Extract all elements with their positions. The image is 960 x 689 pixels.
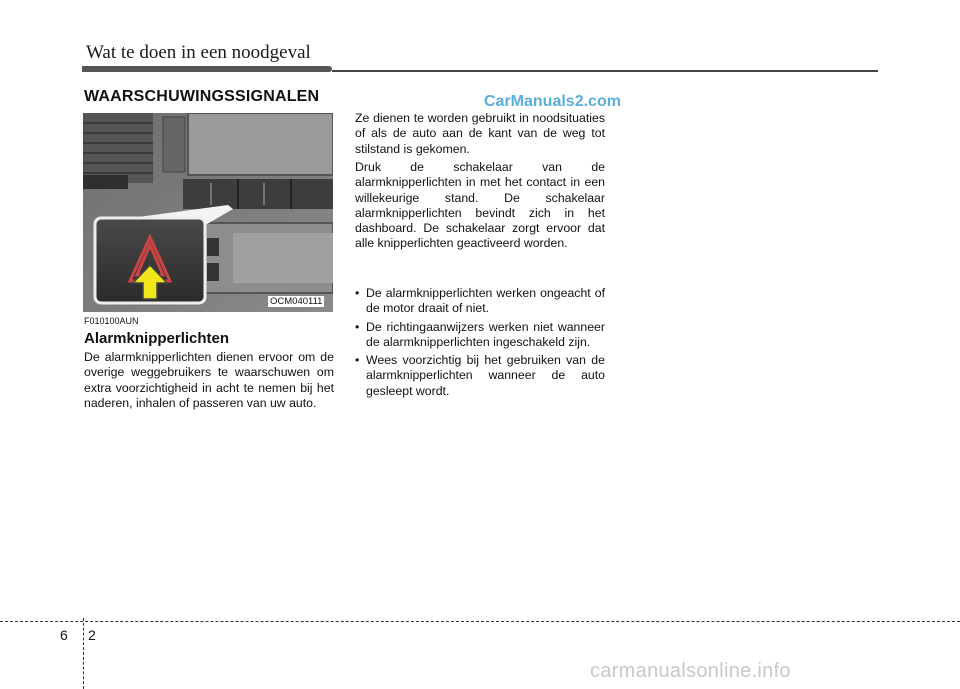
header-rule	[332, 70, 878, 72]
page-number: 2	[88, 627, 96, 643]
usage-paragraph: Ze dienen te worden gebruikt in noodsituaties of als de auto aan de kant van de weg tot stilstand is gekomen.	[355, 111, 605, 156]
watermark-top[interactable]: CarManuals2.com	[484, 93, 621, 110]
intro-paragraph: De alarmknipperlichten dienen ervoor om de overige weggebruikers te waarschuwen om extra voorzichtigheid in acht te nemen bij het naderen, inhalen of passeren van uw auto.	[84, 350, 334, 410]
page-chapter: 6	[60, 627, 68, 643]
subheading: Alarmknipperlichten	[84, 330, 230, 347]
list-item: • Wees voorzichtig bij het gebruiken van de alarmknipperlichten wanneer de auto gesleept wordt.	[355, 353, 605, 398]
watermark-bottom[interactable]: carmanualsonline.info	[590, 660, 791, 682]
display-screen	[188, 113, 333, 175]
header-bar	[82, 66, 332, 72]
footer-divider-vertical	[83, 618, 84, 689]
figure-code: OCM040111	[270, 296, 323, 307]
header-title: Wat te doen in een noodgeval	[86, 42, 311, 63]
list-item: • De richtingaanwijzers werken niet wanneer de alarmknipperlichten ingeschakeld zijn.	[355, 319, 605, 349]
section-title: WAARSCHUWINGSSIGNALEN	[84, 88, 320, 105]
list-item: • De alarmknipperlichten werken ongeacht of de motor draait of niet.	[355, 286, 605, 316]
switch-paragraph: Druk de schakelaar van de alarmknipperlichten in met het contact in een willekeurige stand. De schakelaar alarmknipperlichten bevindt zich in het dashboard. De schakelaar zorgt ervoor dat alle knipperlichten geactiveerd worden.	[355, 160, 605, 251]
notes-list	[355, 286, 605, 402]
doc-code: F010100AUN	[84, 316, 139, 326]
footer-divider-horizontal	[0, 621, 960, 622]
dashboard-illustration	[83, 113, 333, 312]
hazard-switch-figure	[83, 113, 333, 312]
